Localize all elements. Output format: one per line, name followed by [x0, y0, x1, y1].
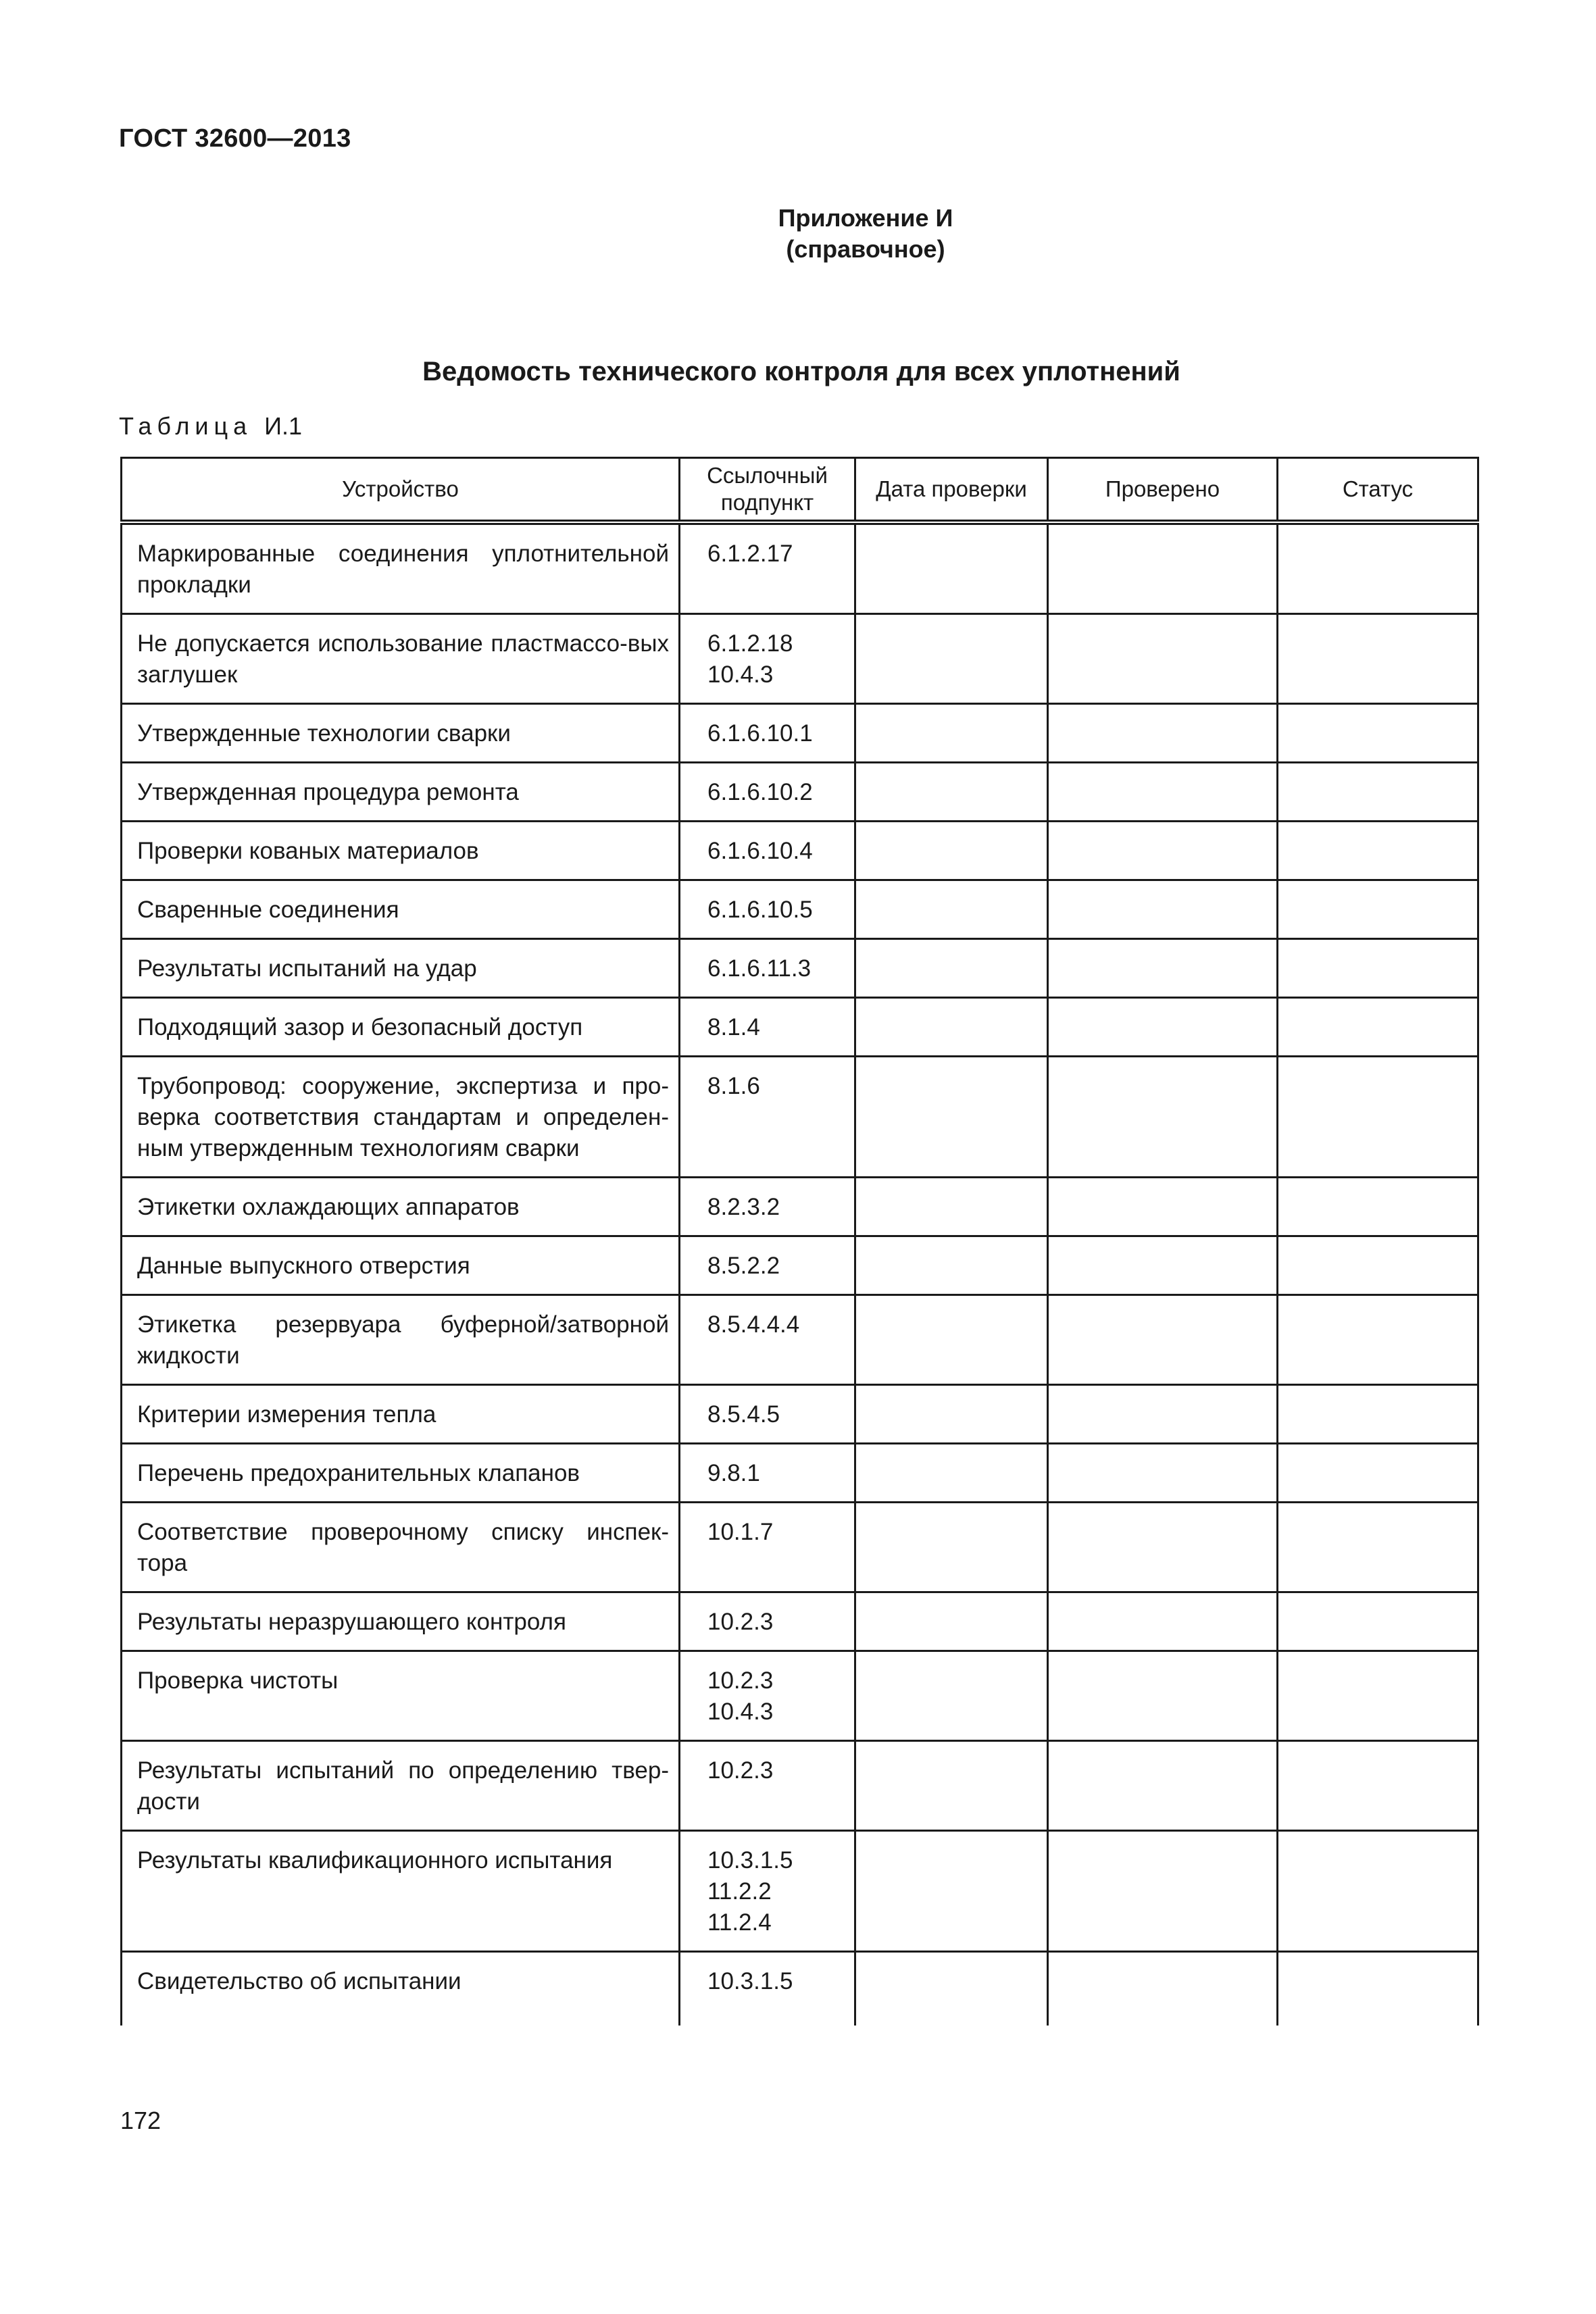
reference-cell [680, 822, 855, 880]
check-date-cell [855, 1178, 1048, 1236]
check-date-cell [855, 1057, 1048, 1178]
table-title: Ведомость технического контроля для всех уплотнений [422, 357, 1180, 386]
device-cell: Сваренные соединения [122, 880, 680, 939]
check-date-cell [855, 763, 1048, 822]
check-date-cell [855, 522, 1048, 614]
reference-cell [680, 763, 855, 822]
device-cell: Не допускается использование пластмассо-вых заглушек [122, 614, 680, 704]
reference-subclause: 6.1.6.10.1 [707, 720, 813, 747]
device-cell: Этикетки охлаждающих аппаратов [122, 1178, 680, 1236]
reference-cell [680, 1831, 855, 1952]
reference-subclause: 10.2.3 [707, 1609, 774, 1635]
reference-cell [680, 1444, 855, 1503]
checked-cell [1048, 1741, 1278, 1831]
table-row [122, 998, 1478, 1057]
checked-cell [1048, 998, 1278, 1057]
device-cell: Перечень предохранительных клапанов [122, 1444, 680, 1503]
reference-subclause: 10.4.3 [707, 1699, 774, 1725]
reference-subclause: 6.1.6.10.4 [707, 838, 813, 864]
reference-subclause: 10.3.1.5 [707, 1968, 793, 1994]
checked-cell [1048, 1178, 1278, 1236]
reference-cell [680, 1651, 855, 1741]
checked-cell [1048, 880, 1278, 939]
device-cell: Критерии измерения тепла [122, 1385, 680, 1444]
table-header-row [122, 458, 1478, 523]
check-date-cell [855, 1741, 1048, 1831]
reference-cell [680, 1385, 855, 1444]
device-cell: Результаты квалификационного испытания [122, 1831, 680, 1952]
reference-subclause: 6.1.2.18 [707, 630, 793, 657]
checked-cell [1048, 763, 1278, 822]
table-caption [119, 412, 302, 441]
status-cell [1278, 1741, 1478, 1831]
reference-subclause: 10.3.1.5 [707, 1847, 793, 1873]
reference-cell [680, 1295, 855, 1385]
reference-subclause: 11.2.4 [707, 1909, 772, 1936]
checked-cell [1048, 1651, 1278, 1741]
status-cell [1278, 1831, 1478, 1952]
checked-cell [1048, 1236, 1278, 1295]
status-cell [1278, 1057, 1478, 1178]
reference-cell [680, 1592, 855, 1651]
table-row [122, 1385, 1478, 1444]
checked-cell [1048, 1295, 1278, 1385]
reference-subclause: 9.8.1 [707, 1460, 760, 1486]
page-number: 172 [120, 2107, 161, 2134]
check-date-cell [855, 880, 1048, 939]
table-row [122, 1741, 1478, 1831]
table-row [122, 763, 1478, 822]
status-cell [1278, 704, 1478, 763]
table-row [122, 1503, 1478, 1592]
table-row [122, 522, 1478, 614]
check-date-cell [855, 1444, 1048, 1503]
check-date-cell [855, 704, 1048, 763]
checked-cell [1048, 1444, 1278, 1503]
check-date-cell [855, 1385, 1048, 1444]
checked-cell [1048, 1592, 1278, 1651]
check-date-cell [855, 998, 1048, 1057]
reference-cell [680, 1178, 855, 1236]
device-cell: Подходящий зазор и безопасный доступ [122, 998, 680, 1057]
device-cell: Этикетка резервуара буферной/затворной жидкости [122, 1295, 680, 1385]
inspection-table-container [120, 457, 1477, 2026]
reference-cell [680, 1503, 855, 1592]
table-row [122, 1178, 1478, 1236]
reference-subclause: 11.2.2 [707, 1878, 772, 1905]
status-cell [1278, 1295, 1478, 1385]
table-row [122, 1295, 1478, 1385]
checked-cell [1048, 1385, 1278, 1444]
reference-cell [680, 939, 855, 998]
checked-cell [1048, 1952, 1278, 2026]
reference-subclause: 10.4.3 [707, 661, 774, 688]
status-cell [1278, 1444, 1478, 1503]
reference-cell [680, 1952, 855, 2026]
device-cell: Свидетельство об испытании [122, 1952, 680, 2026]
checked-cell [1048, 614, 1278, 704]
device-cell: Соответствие проверочному списку инспек-тора [122, 1503, 680, 1592]
column-header-checked: Проверено [1048, 458, 1278, 523]
appendix-title: Приложение И [778, 204, 953, 232]
table-row [122, 1444, 1478, 1503]
status-cell [1278, 1952, 1478, 2026]
reference-subclause: 8.2.3.2 [707, 1194, 780, 1220]
column-header-check-date: Дата проверки [855, 458, 1048, 523]
check-date-cell [855, 614, 1048, 704]
reference-subclause: 8.5.4.5 [707, 1401, 780, 1428]
check-date-cell [855, 1295, 1048, 1385]
table-caption-label: Таблица [119, 412, 253, 440]
checked-cell [1048, 939, 1278, 998]
table-row [122, 704, 1478, 763]
device-cell: Маркированные соединения уплотнительной прокладки [122, 522, 680, 614]
check-date-cell [855, 1236, 1048, 1295]
status-cell [1278, 614, 1478, 704]
table-row [122, 822, 1478, 880]
appendix-heading [0, 203, 1596, 265]
reference-cell [680, 1741, 855, 1831]
status-cell [1278, 1236, 1478, 1295]
checked-cell [1048, 1057, 1278, 1178]
check-date-cell [855, 1952, 1048, 2026]
device-cell: Утвержденная процедура ремонта [122, 763, 680, 822]
device-cell: Данные выпускного отверстия [122, 1236, 680, 1295]
reference-cell [680, 522, 855, 614]
device-cell: Проверки кованых материалов [122, 822, 680, 880]
checked-cell [1048, 522, 1278, 614]
check-date-cell [855, 939, 1048, 998]
check-date-cell [855, 1651, 1048, 1741]
checked-cell [1048, 822, 1278, 880]
table-row [122, 939, 1478, 998]
check-date-cell [855, 822, 1048, 880]
check-date-cell [855, 1592, 1048, 1651]
device-cell: Результаты испытаний по определению твер-дости [122, 1741, 680, 1831]
device-cell: Результаты испытаний на удар [122, 939, 680, 998]
table-row [122, 1952, 1478, 2026]
reference-cell [680, 998, 855, 1057]
reference-subclause: 6.1.2.17 [707, 540, 793, 567]
check-date-cell [855, 1503, 1048, 1592]
document-header [119, 124, 351, 153]
table-row [122, 880, 1478, 939]
inspection-table [120, 457, 1479, 2026]
reference-subclause: 10.2.3 [707, 1757, 774, 1784]
status-cell [1278, 939, 1478, 998]
status-cell [1278, 522, 1478, 614]
checked-cell [1048, 704, 1278, 763]
device-cell: Результаты неразрушающего контроля [122, 1592, 680, 1651]
table-row [122, 1592, 1478, 1651]
appendix-subtitle: (справочное) [786, 235, 945, 263]
status-cell [1278, 998, 1478, 1057]
check-date-cell [855, 1831, 1048, 1952]
device-cell: Трубопровод: сооружение, экспертиза и про-верка соответствия стандартам и определен-ным утвержденным технологиям сварки [122, 1057, 680, 1178]
reference-subclause: 8.1.6 [707, 1073, 760, 1099]
status-cell [1278, 763, 1478, 822]
reference-cell [680, 1236, 855, 1295]
column-header-reference: Ссылочный подпункт [680, 458, 855, 523]
reference-subclause: 8.5.4.4.4 [707, 1311, 800, 1338]
reference-subclause: 8.5.2.2 [707, 1253, 780, 1279]
table-row [122, 1057, 1478, 1178]
standard-number: ГОСТ 32600—2013 [119, 124, 351, 153]
status-cell [1278, 880, 1478, 939]
reference-cell [680, 704, 855, 763]
reference-subclause: 6.1.6.11.3 [707, 955, 812, 982]
device-cell: Проверка чистоты [122, 1651, 680, 1741]
table-row [122, 614, 1478, 704]
table-row [122, 1831, 1478, 1952]
status-cell [1278, 1651, 1478, 1741]
column-header-device: Устройство [122, 458, 680, 523]
reference-subclause: 6.1.6.10.5 [707, 897, 813, 923]
reference-subclause: 10.2.3 [707, 1667, 774, 1694]
table-caption-number: И.1 [264, 412, 303, 440]
status-cell [1278, 1385, 1478, 1444]
device-cell: Утвержденные технологии сварки [122, 704, 680, 763]
status-cell [1278, 1592, 1478, 1651]
reference-subclause: 10.1.7 [707, 1519, 774, 1545]
reference-cell [680, 614, 855, 704]
reference-subclause: 8.1.4 [707, 1014, 760, 1040]
status-cell [1278, 1178, 1478, 1236]
reference-cell [680, 880, 855, 939]
checked-cell [1048, 1503, 1278, 1592]
reference-subclause: 6.1.6.10.2 [707, 779, 813, 805]
checked-cell [1048, 1831, 1278, 1952]
status-cell [1278, 822, 1478, 880]
table-row [122, 1236, 1478, 1295]
reference-cell [680, 1057, 855, 1178]
status-cell [1278, 1503, 1478, 1592]
table-row [122, 1651, 1478, 1741]
column-header-status: Статус [1278, 458, 1478, 523]
